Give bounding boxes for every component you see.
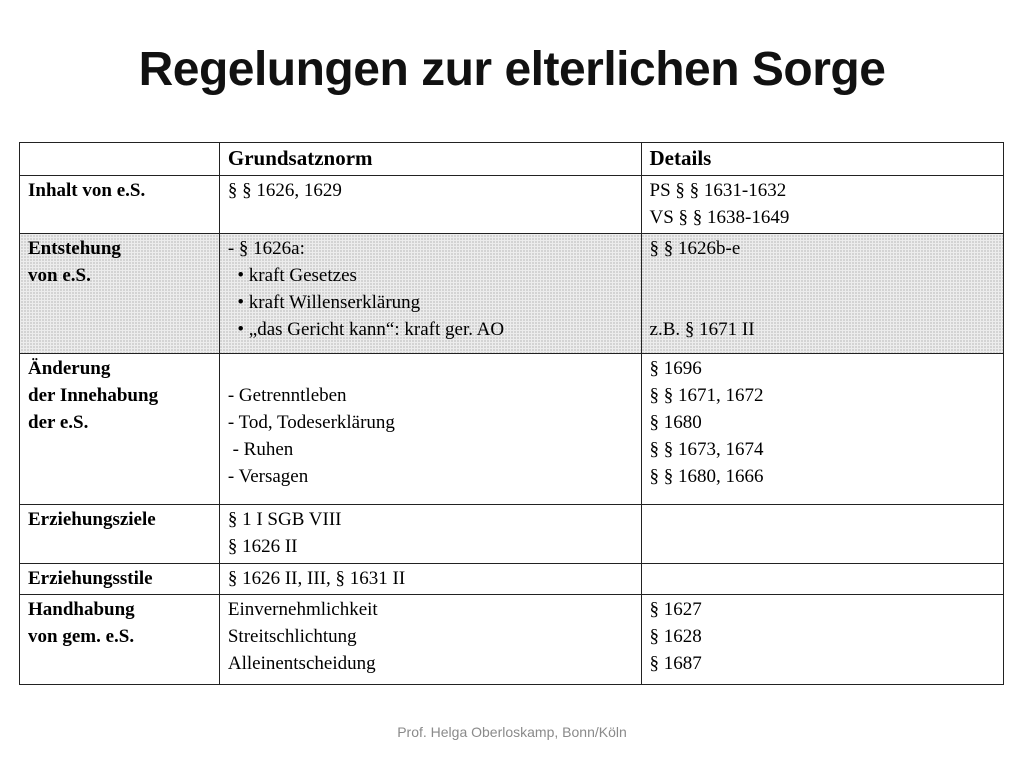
row-label: [20, 234, 220, 354]
details-line: [650, 262, 997, 289]
norm-line: Einvernehmlichkeit: [227, 599, 378, 620]
row-label-line: der Innehabung: [28, 385, 159, 406]
norm-line: [228, 355, 635, 382]
details-line: § § 1671, 1672: [649, 385, 764, 406]
row-label-line: von gem. e.S.: [28, 626, 135, 647]
norm-line: • kraft Gesetzes: [227, 265, 357, 286]
table-row-erziehungsziele: [20, 505, 1004, 564]
norm-line: • kraft Willenserklärung: [227, 292, 421, 313]
norm-line: - Tod, Todeserklärung: [227, 412, 395, 433]
details-line: § § 1673, 1674: [649, 439, 764, 460]
row-label: [20, 595, 220, 685]
details-line: § 1627: [649, 599, 702, 620]
norm-line: Streitschlichtung: [227, 626, 357, 647]
details-line: [650, 565, 997, 592]
norm-line: § 1626 II, III, § 1631 II: [227, 568, 406, 589]
details-line: § 1680: [649, 412, 702, 433]
norm-line: - Ruhen: [227, 439, 294, 460]
norm-line: § 1626 II: [227, 536, 298, 557]
row-label-line: Handhabung: [28, 599, 135, 620]
table-row-handhabung: [20, 595, 1004, 685]
details-line: [650, 289, 997, 316]
table-row-aenderung: [20, 354, 1004, 505]
details-line: § 1696: [649, 358, 702, 379]
details-line: § § 1680, 1666: [649, 466, 764, 487]
norm-cell: [219, 354, 641, 505]
row-label-line: Änderung: [28, 358, 111, 379]
row-label-line: Erziehungsziele: [28, 509, 156, 530]
row-label: [20, 176, 220, 234]
row-label: [20, 354, 220, 505]
details-line: § § 1626b-e: [649, 238, 741, 259]
details-cell: [641, 505, 1003, 564]
table-row-entstehung: [20, 234, 1004, 354]
row-label-line: Inhalt von e.S.: [28, 180, 146, 201]
details-cell: [641, 234, 1003, 354]
details-line: § 1628: [649, 626, 702, 647]
norm-line: - Versagen: [227, 466, 309, 487]
table-row-inhalt: [20, 176, 1004, 234]
row-label: [20, 505, 220, 564]
norm-cell: [219, 176, 641, 234]
row-label: [20, 564, 220, 595]
norm-cell: [219, 234, 641, 354]
norm-line: - § 1626a:: [227, 238, 305, 259]
norm-line: - Getrenntleben: [227, 385, 347, 406]
details-cell: [641, 176, 1003, 234]
norm-line: § 1 I SGB VIII: [227, 509, 342, 530]
slide-title: Regelungen zur elterlichen Sorge: [138, 43, 886, 96]
row-label-line: Erziehungsstile: [28, 568, 153, 589]
norm-cell: [219, 505, 641, 564]
row-label-line: von e.S.: [28, 265, 91, 286]
norm-line: § § 1626, 1629: [227, 180, 342, 201]
details-line: z.B. § 1671 II: [649, 319, 755, 340]
details-cell: [641, 354, 1003, 505]
header-empty: [20, 143, 220, 176]
details-line: VS § § 1638-1649: [649, 207, 790, 228]
sorge-table: [19, 142, 1004, 685]
details-line: § 1687: [649, 653, 702, 674]
table-row-erziehungsstile: [20, 564, 1004, 595]
header-grundsatznorm: Grundsatznorm: [219, 143, 641, 176]
norm-cell: [219, 595, 641, 685]
footer-credit: Prof. Helga Oberloskamp, Bonn/Köln: [397, 724, 627, 740]
details-cell: [641, 595, 1003, 685]
norm-line: Alleinentscheidung: [227, 653, 376, 674]
details-cell: [641, 564, 1003, 595]
norm-line: • „das Gericht kann“: kraft ger. AO: [227, 319, 505, 340]
row-label-line: Entstehung: [28, 238, 121, 259]
table-header-row: [20, 143, 1004, 176]
header-details: Details: [641, 143, 1003, 176]
details-line: [650, 506, 997, 533]
norm-cell: [219, 564, 641, 595]
details-line: PS § § 1631-1632: [649, 180, 787, 201]
row-label-line: der e.S.: [28, 412, 89, 433]
